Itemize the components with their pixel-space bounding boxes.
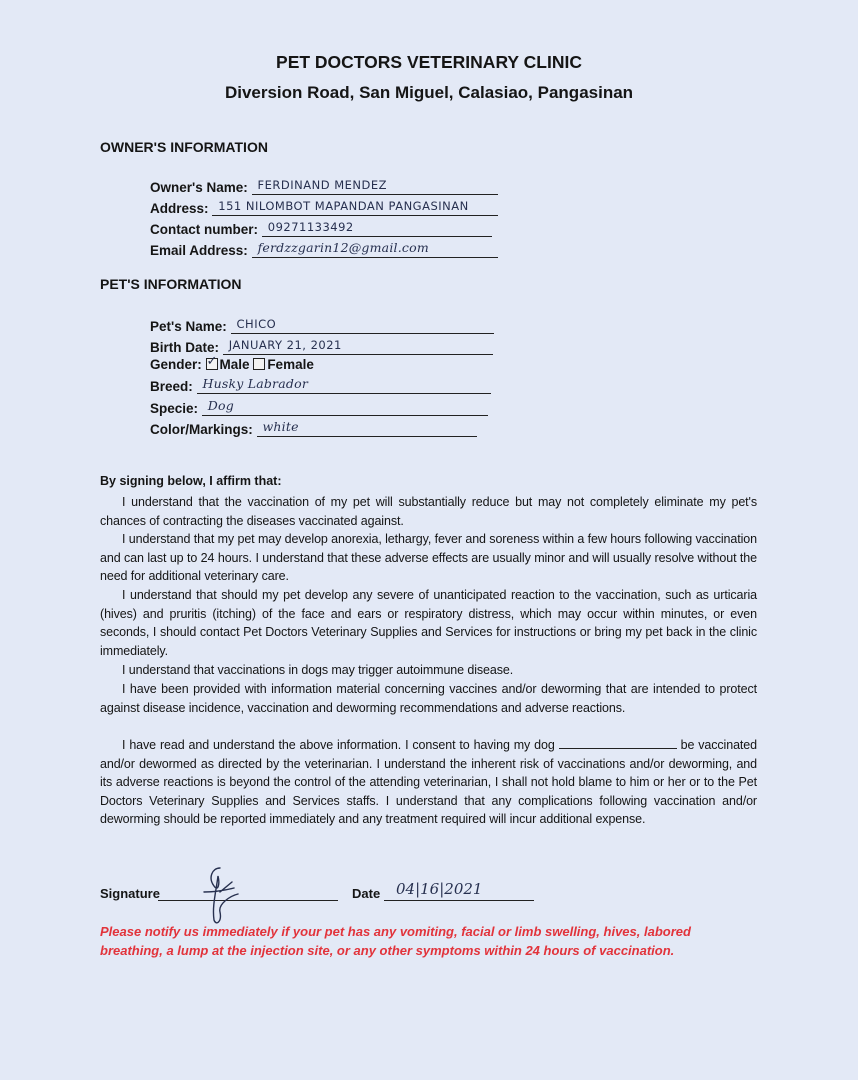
owner-email-value[interactable]: ferdzzgarin12@gmail.com	[252, 239, 498, 258]
pet-birth-date-label: Birth Date:	[150, 340, 220, 355]
consent-paragraph-3: I understand that should my pet develop any severe of unanticipated reaction to the vaccination, such as urticaria (hives) and pruritis (itching) of the face and ears or respiratory distress, which may occur within minutes, or even seconds, I should contact Pet Doctors Veterinary Supplies and Services for instructions or bring my pet back in the clinic immediately.	[100, 588, 757, 658]
consent-p6-start: I have read and understand the above information. I consent to having my dog	[122, 738, 555, 752]
clinic-address: Diversion Road, San Miguel, Calasiao, Pangasinan	[224, 83, 634, 102]
signature-mark-icon	[190, 862, 250, 928]
pet-breed-label: Breed:	[150, 379, 193, 394]
owner-name-field[interactable]	[150, 176, 498, 196]
pet-birth-date-field[interactable]	[150, 336, 493, 356]
pet-specie-field[interactable]	[150, 397, 488, 417]
pet-birth-date-value[interactable]: JANUARY 21, 2021	[223, 336, 493, 355]
owner-contact-label: Contact number:	[150, 222, 258, 237]
owner-address-value[interactable]: 151 NILOMBOT MAPANDAN PANGASINAN	[212, 197, 498, 216]
dog-name-blank[interactable]	[559, 736, 677, 749]
pet-color-value[interactable]: white	[257, 418, 477, 437]
consent-paragraph-2: I understand that my pet may develop anorexia, lethargy, fever and soreness within a few hours following vaccination and can last up to 24 hours. I understand that these adverse effects are usually minor and will usually resolve without the need for additional veterinary care.	[100, 532, 757, 584]
signature-label: Signature	[100, 886, 160, 901]
pet-specie-value[interactable]: Dog	[202, 397, 488, 416]
pet-breed-value[interactable]: Husky Labrador	[197, 375, 491, 394]
date-label: Date	[352, 886, 381, 901]
pet-gender-field	[150, 357, 314, 372]
pet-breed-field[interactable]	[150, 375, 491, 395]
gender-male-checkbox[interactable]	[206, 358, 218, 370]
owner-name-label: Owner's Name:	[150, 180, 248, 195]
owner-address-field[interactable]	[150, 197, 498, 217]
owner-name-value[interactable]: FERDINAND MENDEZ	[252, 176, 498, 195]
gender-male-label: Male	[219, 357, 250, 372]
consent-paragraph-1: I understand that the vaccination of my pet will substantially reduce but may not completely eliminate my pet's chances of contracting the diseases vaccinated against.	[100, 495, 757, 528]
pet-name-label: Pet's Name:	[150, 319, 227, 334]
consent-paragraph-4: I understand that vaccinations in dogs may trigger autoimmune disease.	[122, 663, 514, 677]
pet-color-field[interactable]	[150, 418, 477, 438]
pet-color-label: Color/Markings:	[150, 422, 253, 437]
notice-text: Please notify us immediately if your pet has any vomiting, facial or limb swelling, hives, labored breathing, a lump at the injection site, or any other symptoms within 24 hours of vaccination.	[100, 924, 691, 958]
pet-name-value[interactable]: CHICO	[231, 315, 494, 334]
pet-name-field[interactable]	[150, 315, 494, 335]
owner-email-field[interactable]	[150, 239, 498, 259]
consent-paragraph-5: I have been provided with information material concerning vaccines and/or deworming that are intended to protect against disease incidence, vaccination and deworming recommendations and adverse reactions.	[100, 682, 757, 715]
pet-gender-label: Gender:	[150, 357, 202, 372]
owner-section-title: OWNER'S INFORMATION	[100, 139, 268, 155]
affirm-heading: By signing below, I affirm that:	[100, 474, 282, 488]
date-line[interactable]	[384, 900, 534, 901]
date-value[interactable]: 04|16|2021	[396, 880, 483, 898]
gender-female-checkbox[interactable]	[253, 358, 265, 370]
owner-address-label: Address:	[150, 201, 209, 216]
owner-contact-value[interactable]: 09271133492	[262, 218, 492, 237]
pet-section-title: PET'S INFORMATION	[100, 276, 242, 292]
consent-p6-end: be vaccinated and/or dewormed as directed by the veterinarian. I understand the inherent risk of vaccinations and/or deworming, and its adverse reactions is beyond the control of the attending veterinarian, I shall not hold blame to him or her or to the Pet Doctors Veterinary Supplies and Services staffs. I understand that any complications following vaccination and/or deworming should be reported immediately and any treatment required will incur additional expense.	[100, 738, 758, 827]
consent-paragraph-6	[100, 736, 757, 829]
clinic-name: PET DOCTORS VETERINARY CLINIC	[276, 52, 582, 72]
gender-female-label: Female	[267, 357, 314, 372]
pet-specie-label: Specie:	[150, 401, 199, 416]
owner-contact-field[interactable]	[150, 218, 492, 238]
owner-email-label: Email Address:	[150, 243, 248, 258]
